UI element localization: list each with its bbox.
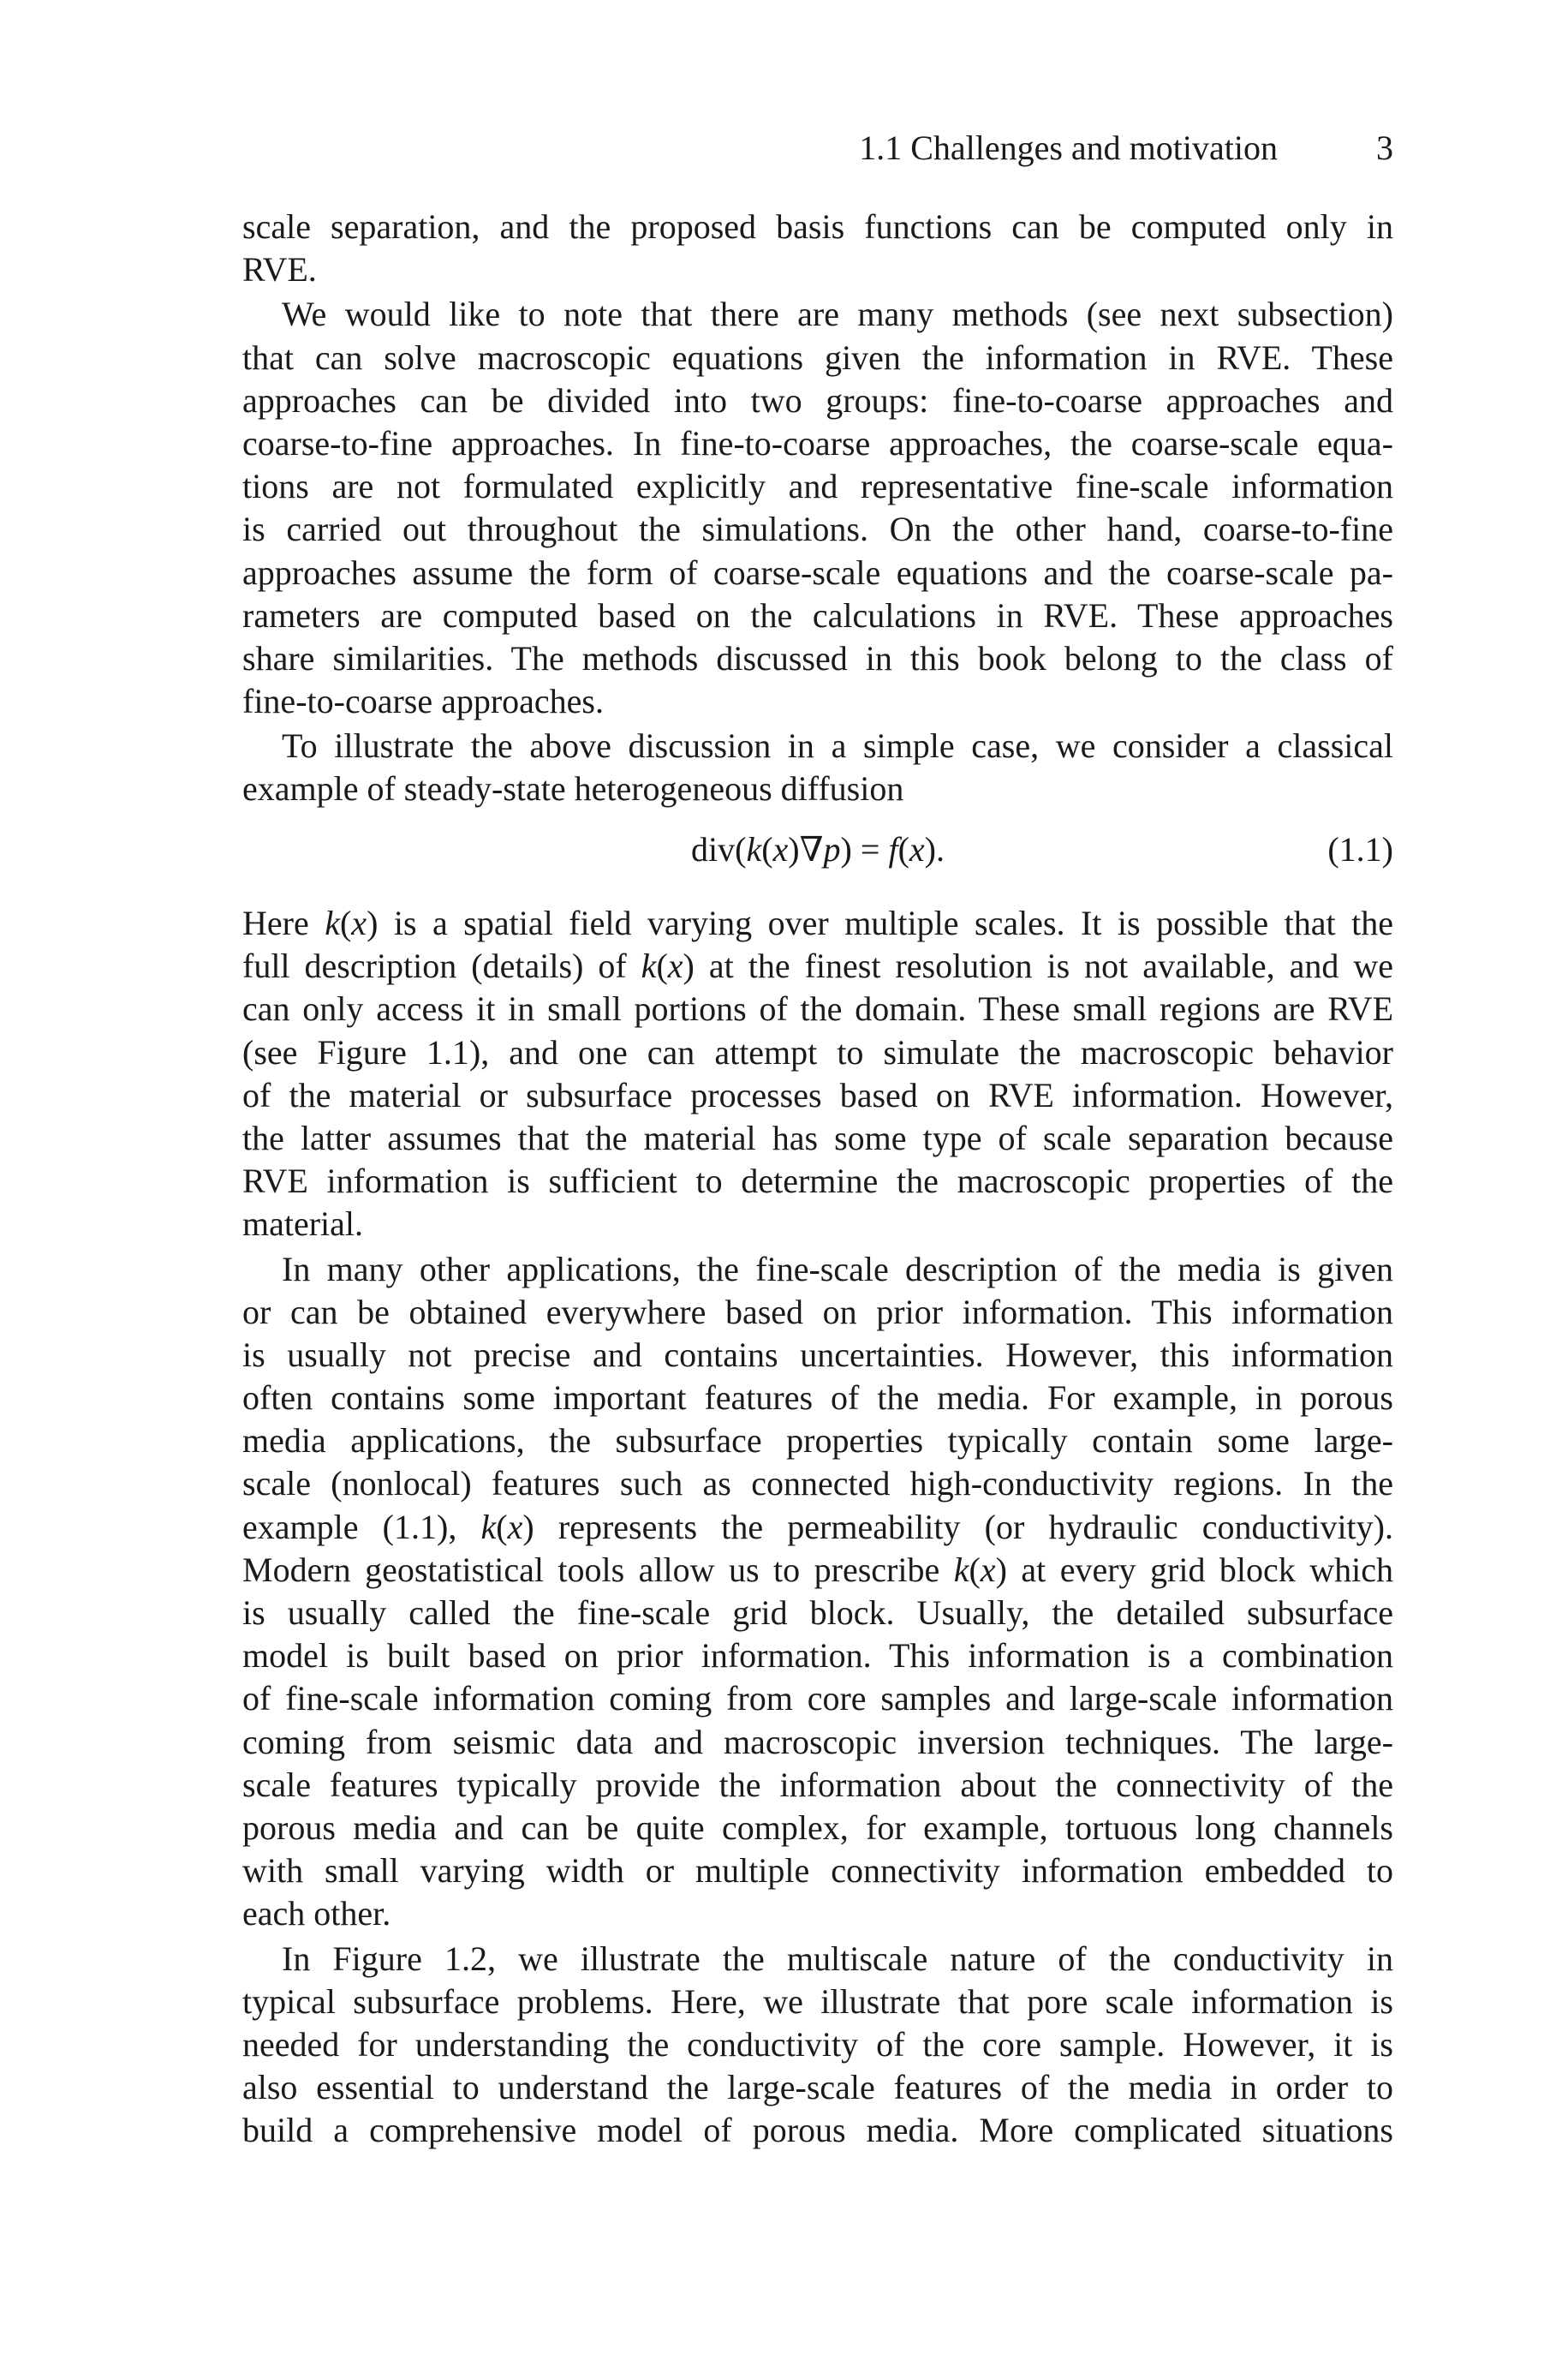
text-line: example of steady-state heterogeneous diffusion [242,769,904,809]
text-line: We would like to note that there are many methods (see next subsection) [282,295,1393,334]
text-line: often contains some important features of the media. For example, in porous [242,1378,1393,1418]
text-line: or can be obtained everywhere based on prior information. This information [242,1292,1393,1331]
equation-expression: div(k(x)∇p) = f(x). [691,830,945,869]
text-line: coarse-to-fine approaches. In fine-to-coarse approaches, the coarse-scale equa- [242,423,1393,463]
page-number: 3 [1376,128,1393,167]
text-line: approaches can be divided into two groups: fine-to-coarse approaches and [242,380,1393,420]
text-line: media applications, the subsurface properties typically contain some large- [242,1421,1393,1461]
text-line: Modern geostatistical tools allow us to prescribe k(x) at every grid block which [242,1550,1394,1589]
text-line: model is built based on prior information. This information is a combination [242,1636,1393,1676]
text-line: needed for understanding the conductivity of the core sample. However, it is [242,2024,1393,2064]
text-line: each other. [242,1894,391,1933]
text-line: In many other applications, the fine-scale description of the media is given [282,1249,1393,1288]
text-line: of fine-scale information coming from core samples and large-scale information [242,1679,1393,1718]
text-line: full description (details) of k(x) at the finest resolution is not available, and we [242,947,1394,986]
running-header [242,127,1393,170]
text-line: also essential to understand the large-scale features of the media in order to [242,2068,1393,2107]
equation-1-1 [242,828,1393,871]
paragraph [242,293,1393,723]
text-line: tions are not formulated explicitly and representative fine-scale information [242,467,1393,506]
paragraph [242,725,1393,810]
text-line: To illustrate the above discussion in a simple case, we consider a classical [282,726,1393,766]
text-line: build a comprehensive model of porous media. More complicated situations [242,2111,1393,2150]
body-text-bottom [242,902,1393,2152]
text-line: material. [242,1204,364,1244]
text-line: is usually not precise and contains uncertainties. However, this information [242,1335,1393,1374]
text-line: RVE. [242,250,317,290]
text-line: porous media and can be quite complex, for example, tortuous long channels [242,1807,1393,1847]
text-line: the latter assumes that the material has some type of scale separation because [242,1118,1393,1157]
text-line: approaches assume the form of coarse-scale equations and the coarse-scale pa- [242,553,1393,592]
text-line: In Figure 1.2, we illustrate the multiscale nature of the conductivity in [282,1939,1393,1978]
text-line: that can solve macroscopic equations given the information in RVE. These [242,338,1393,377]
text-line: rameters are computed based on the calculations in RVE. These approaches [242,595,1393,635]
equation-number: (1.1) [1327,830,1393,869]
paragraph [242,206,1393,291]
text-line: coming from seismic data and macroscopic inversion techniques. The large- [242,1722,1393,1761]
text-line: scale separation, and the proposed basis functions can be computed only in [242,207,1393,246]
text-line: share similarities. The methods discussed in this book belong to the class of [242,638,1393,678]
text-line: (see Figure 1.1), and one can attempt to simulate the macroscopic behavior [242,1032,1393,1072]
text-line: example (1.1), k(x) represents the permeability (or hydraulic conductivity). [242,1507,1393,1546]
text-line: fine-to-coarse approaches. [242,682,604,721]
text-line: of the material or subsurface processes based on RVE information. However, [242,1075,1393,1114]
paragraph [242,1248,1393,1936]
text-line: is usually called the fine-scale grid block. Usually, the detailed subsurface [242,1593,1393,1632]
text-line: typical subsurface problems. Here, we illustrate that pore scale information is [242,1981,1393,2021]
body-text-top [242,206,1393,811]
section-title: 1.1 Challenges and motivation [859,128,1278,167]
text-line: scale (nonlocal) features such as connected high-conductivity regions. In the [242,1464,1393,1503]
paragraph [242,1938,1393,2153]
text-line: RVE information is sufficient to determine the macroscopic properties of the [242,1162,1393,1201]
text-line: is carried out throughout the simulations. On the other hand, coarse-to-fine [242,510,1393,549]
paragraph [242,902,1393,1246]
text-line: can only access it in small portions of the domain. These small regions are RVE [242,989,1393,1029]
text-line: Here k(x) is a spatial field varying over multiple scales. It is possible that the [242,904,1393,942]
text-line: scale features typically provide the information about the connectivity of the [242,1765,1393,1804]
text-line: with small varying width or multiple connectivity information embedded to [242,1851,1393,1891]
